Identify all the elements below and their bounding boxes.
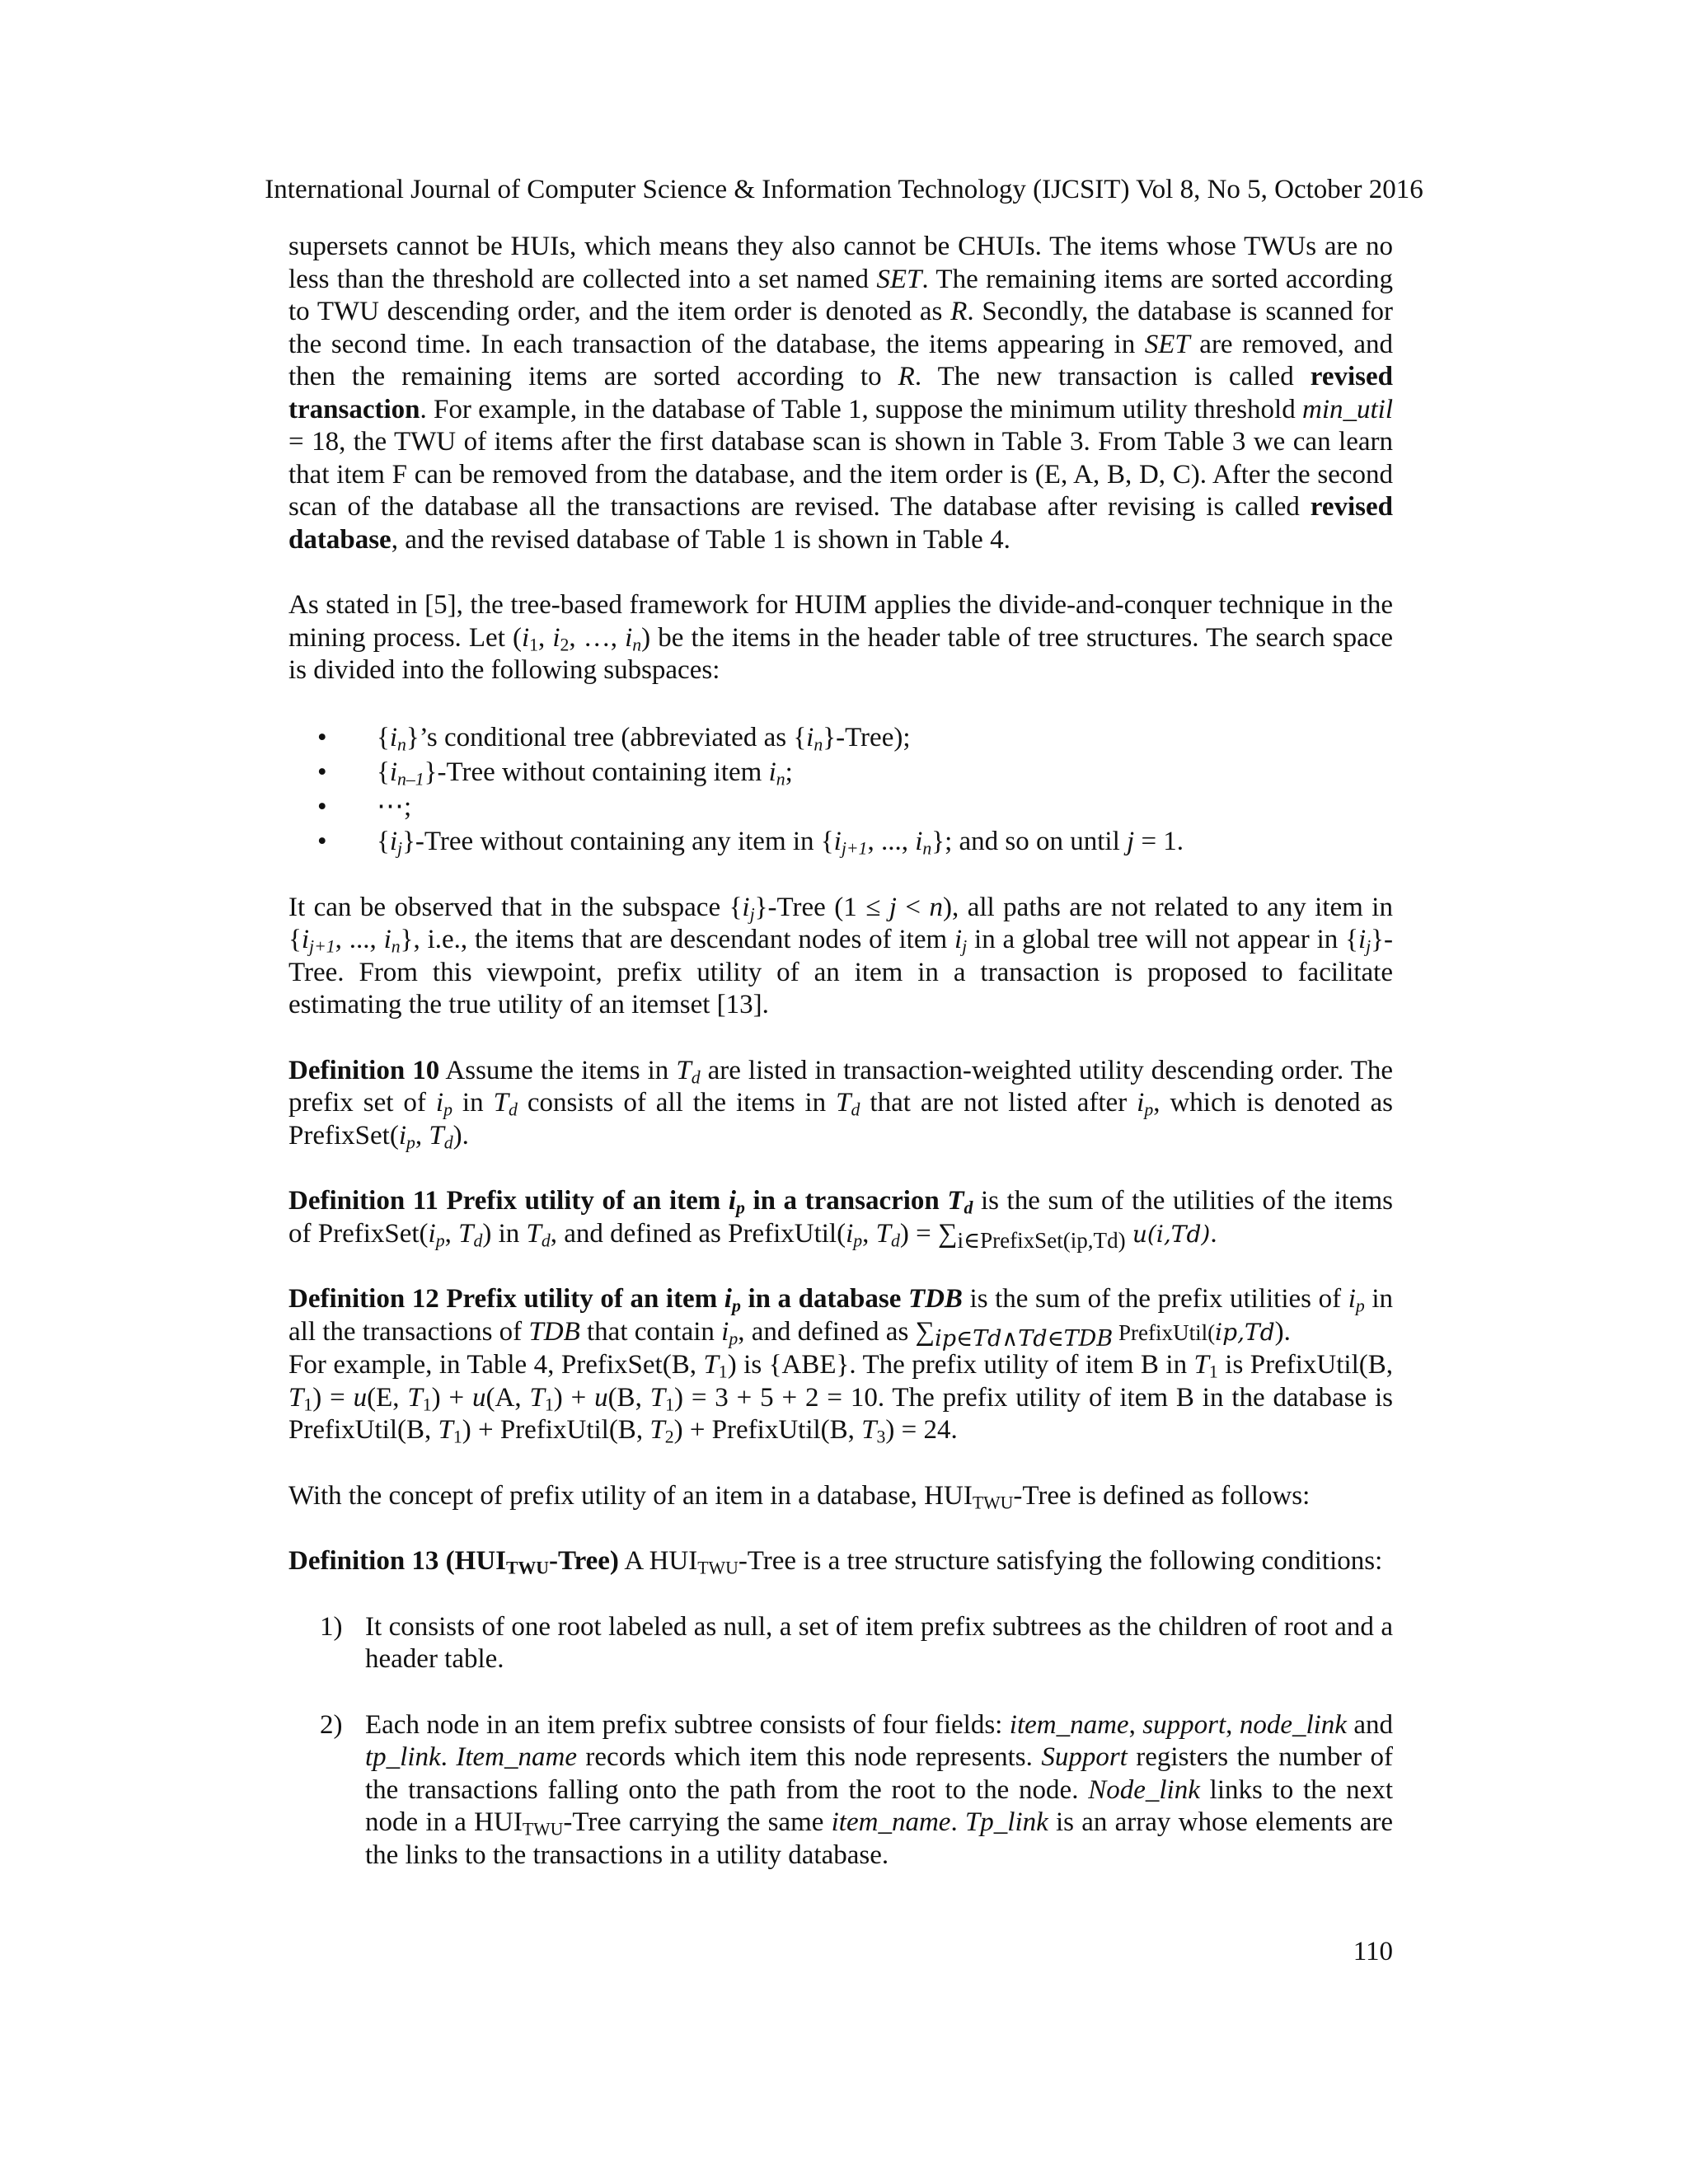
definition-13: Definition 13 $(HUI_{TWU}-Tree)$ A $HUI_{TWU}$-Tree is a tree structure satisfying the following conditions: (288, 1546, 1383, 1578)
definition-11: Definition 11 Prefix utility of an item $i_p$ in a transacrion $T_d$ is the sum of the utilities of the items of $PrefixSet(i_p$, $T_d$) in $T_d$, and defined as $PrefixUtil(i_p$, $T_d) = \sum_{i\in PrefixSet(ip,Td)}$ u(i,Td). (288, 1186, 1393, 1253)
paragraph-subspace: It can be observed that in the subspace $\{i_j\}$-Tree (1 ≤ j < n), all paths are not related to any item in {$i_{j+1}$, ..., $i_n$}, i.e., the items that are descendant nodes of item $i_j$ in a global tree will not appear in $\{i_j\}$-Tree. From this viewpoint, prefix utility of an item in a transaction is proposed to facilitate estimating the true utility of an itemset [13]. (288, 892, 1394, 1019)
paragraph-tree-framework: As stated in [5], the tree-based framework for HUIM applies the divide-and-conquer technique in the mining process. Let ($i_1$, $i_2$, …, $i_n$) be the items in the header table of tree structures. The search space is divided into the following subspaces: (288, 590, 1394, 685)
term-revised-database: revised database (288, 492, 1393, 555)
list-item: 1) It consists of one root labeled as null, a set of item prefix subtrees as the children of root and a header table. (320, 1611, 1393, 1674)
conditions-list (288, 1611, 1393, 1872)
page-number: 110 (1353, 1937, 1393, 1966)
paragraph-concept: With the concept of prefix utility of an item in a database, $HUI_{TWU}$-Tree is defined as follows: (288, 1480, 1311, 1512)
running-head: International Journal of Computer Science & Information Technology (IJCSIT) Vol 8, No 5, October 2016 (265, 175, 1423, 204)
bullet-icon: • (317, 826, 327, 856)
bullet-icon: • (317, 791, 327, 822)
paragraph-example: For example, in Table 4, PrefixSet(B, $T_1$) is {ABE}. The prefix utility of item B in $T_1$ is PrefixUtil(B, $T_1) = u(E$, $T_1) + u(A$, $T_1) + u(B$, $T_1) = 3 + 5 + 2 = 10$. The prefix utility of item B in the database is PrefixUtil(B, $T_1$) + PrefixUtil(B, $T_2$) + PrefixUtil(B, $T_3) = 24$. (288, 1350, 1393, 1447)
list-item: • $\{i_{n-1}\}$-Tree without containing item $i_n$; (288, 755, 1393, 790)
paragraph-revised-transaction: supersets cannot be HUIs, which means they also cannot be CHUIs. The items whose TWUs are no less than the threshold are collected into a set named SET. The remaining items are sorted according to TWU descending order, and the item order is denoted as R. Secondly, the database is scanned for the second time. In each transaction of the database, the items appearing in SET are removed, and then the remaining items are sorted according to R. The new transaction is called revised transaction. For example, in the database of Table 1, suppose the minimum utility threshold min_util = 18, the TWU of items after the first database scan is shown in Table 3. From Table 3 we can learn that item F can be removed from the database, and the item order is (E, A, B, D, C). After the second scan of the database all the transactions are revised. The database after revising is called revised database, and the revised database of Table 1 is shown in Table 4. (288, 232, 1393, 555)
list-item: 2) Each node in an item prefix subtree consists of four fields: item_name, support, node_link and tp_link. Item_name records which item this node represents. Support registers the number of the transactions falling onto the path from the root to the node. Node_link links to the next node in a $HUI_{TWU}$-Tree carrying the same item_name. Tp_link is an array whose elements are the links to the transactions in a utility database. (320, 1709, 1394, 1870)
list-item: • $\{i_n\}’s$ conditional tree (abbreviated as $\{i_n\}-Tree$); (288, 720, 1393, 755)
definition-10: Definition 10 Assume the items in $T_d$ are listed in transaction-weighted utility descending order. The prefix set of $i_p$ in $T_d$ consists of all the items in $T_d$ that are not listed after $i_p$, which is denoted as $PrefixSet(i_p$, $T_d$). (288, 1055, 1394, 1152)
bullet-icon: • (317, 757, 327, 787)
definition-12: Definition 12 Prefix utility of an item $i_p$ in a database TDB is the sum of the prefix utilities of $i_p$ in all the transactions of TDB that contain $i_p$, and defined as $\sum_{ip\in Td\wedge Td\in TDB}$ PrefixUtil(ip,Td). (288, 1284, 1394, 1352)
bullet-icon: • (317, 722, 327, 752)
term-revised-transaction: revised transaction (288, 362, 1393, 424)
subspace-list (288, 720, 1393, 859)
list-item: • $\{i_j\}$-Tree without containing any item in {$i_{j+1}$, ..., $i_n$}; and so on until j = 1. (288, 824, 1393, 859)
body-text (288, 231, 1393, 1872)
list-item: • ⋯; (288, 790, 1393, 824)
